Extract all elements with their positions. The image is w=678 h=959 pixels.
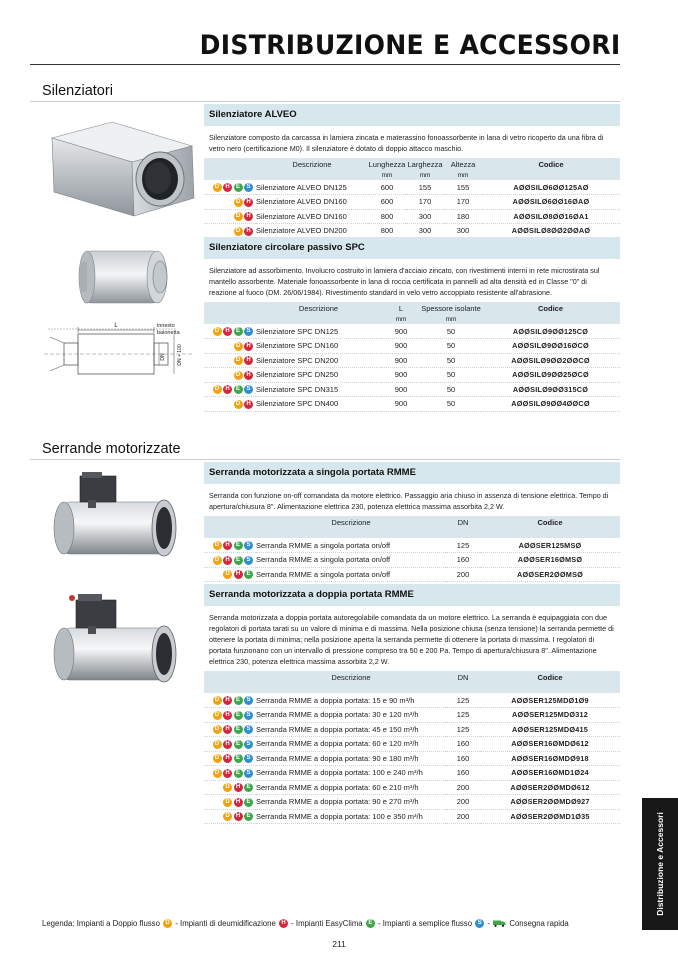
cell-width: 300: [406, 224, 444, 239]
cell-code: AØØSER16ØMDØ612: [480, 737, 620, 752]
table-row: [204, 567, 620, 582]
cell-code: AØØSER16ØMD1Ø24: [480, 766, 620, 781]
col-header-desc: Descrizione: [256, 516, 446, 529]
cell-desc: Silenziatore ALVEO DN160: [256, 209, 368, 224]
legend-item-label: Impianti di deumidificazione: [180, 919, 276, 928]
cell-dn: 200: [446, 809, 480, 824]
cell-length: 900: [381, 353, 421, 368]
system-badges: [204, 693, 256, 708]
page-number: 211: [332, 939, 346, 949]
spc-content: [204, 237, 620, 412]
doppio-flusso-icon: D: [234, 227, 243, 236]
deumidificazione-icon: H: [223, 769, 232, 778]
doppio-flusso-icon: D: [234, 400, 243, 409]
deumidificazione-icon: H: [234, 570, 243, 579]
section-heading-serrande: Serrande motorizzate: [42, 441, 181, 457]
table-row: [204, 780, 620, 795]
doppio-flusso-icon: D: [234, 356, 243, 365]
deumidificazione-icon: H: [244, 400, 253, 409]
cell-length: 900: [381, 324, 421, 339]
cell-length: 800: [368, 209, 406, 224]
semplice-flusso-icon: S: [244, 183, 253, 192]
deumidificazione-icon: H: [223, 183, 232, 192]
product-spc: [42, 237, 620, 413]
cell-desc: Serranda RMME a singola portata on/off: [256, 538, 446, 553]
alveo-content: [204, 104, 620, 239]
cell-length: 900: [381, 397, 421, 412]
easyclima-icon: E: [234, 711, 243, 720]
cell-code: AØØSILØ9ØØ2ØØCØ: [481, 353, 620, 368]
table-row: [204, 693, 620, 708]
doppio-flusso-icon: D: [213, 541, 222, 550]
drawing-label-dn: DN: [160, 353, 166, 361]
section-heading-silenziatori: Silenziatori: [42, 83, 113, 99]
cell-code: AØØSER2ØØMSØ: [480, 567, 620, 582]
table-row: [204, 339, 620, 354]
deumidificazione-icon: H: [234, 783, 243, 792]
cell-length: 900: [381, 368, 421, 383]
semplice-flusso-icon: S: [244, 769, 253, 778]
cell-dn: 125: [446, 722, 480, 737]
table-row: [204, 382, 620, 397]
table-row: [204, 737, 620, 752]
title-divider: [30, 64, 620, 65]
col-header-width: Larghezza: [406, 158, 444, 171]
cell-desc: Serranda RMME a doppia portata: 60 e 210 m³/h: [256, 780, 446, 795]
deumidificazione-icon: H: [223, 541, 232, 550]
doppio-flusso-icon: D: [213, 725, 222, 734]
easyclima-icon: E: [234, 740, 243, 749]
system-badges: [204, 339, 256, 354]
product-rmme-double: [42, 584, 620, 824]
table-row: [204, 353, 620, 368]
cell-code: AØØSILØ8ØØ2ØØAØ: [482, 224, 620, 239]
cell-desc: Silenziatore ALVEO DN125: [256, 180, 368, 195]
cell-code: AØØSER16ØMDØ918: [480, 751, 620, 766]
cell-length: 600: [368, 195, 406, 210]
system-badges: [204, 780, 256, 795]
cell-dn: 160: [446, 553, 480, 568]
deumidificazione-icon: H: [223, 556, 232, 565]
col-header-length: L: [381, 302, 421, 315]
table-row: [204, 180, 620, 195]
cell-length: 600: [368, 180, 406, 195]
cell-desc: Silenziatore SPC DN200: [256, 353, 381, 368]
drawing-label-l: L: [114, 323, 118, 329]
spc-spec-table: [204, 302, 620, 412]
cell-desc: Serranda RMME a singola portata on/off: [256, 567, 446, 582]
cell-desc: Serranda RMME a doppia portata: 30 e 120 m³/h: [256, 708, 446, 723]
drawing-label-dn-plus: DN + 100: [177, 344, 183, 366]
easyclima-icon: E: [234, 385, 243, 394]
cell-desc: Silenziatore SPC DN160: [256, 339, 381, 354]
rmme-single-content: [204, 462, 620, 582]
doppio-flusso-icon: D: [213, 327, 222, 336]
cell-width: 155: [406, 180, 444, 195]
semplice-flusso-icon: S: [244, 725, 253, 734]
cell-dn: 125: [446, 708, 480, 723]
deumidificazione-icon: H: [234, 798, 243, 807]
cell-code: AØØSER125MDØ1Ø9: [480, 693, 620, 708]
product-description: Silenziatore ad assorbimento. Involucro costruito in lamiera d'acciaio zincato, con rivestimenti interni in rete microstirata sul mantello assorbente. Materiale fonoassorbente in lana di roccia certificata in pannelli ad alta densità ed in Classe "0" di reazione al fuoco (DM. 26/06/1984). Rivestimento standard in velo vetro accoppiato resistente all'abrasione.: [209, 266, 600, 297]
legend: Legenda: Impianti a Doppio flusso D - Impianti di deumidificazione H - Impianti EasyClima E - Impianti a semplice flusso S - Consegna rapida: [42, 919, 569, 928]
col-header-desc: Descrizione: [256, 158, 368, 171]
table-row: [204, 224, 620, 239]
table-row: [204, 795, 620, 810]
deumidificazione-icon: H: [279, 919, 288, 928]
rmme-double-spec-table: [204, 671, 620, 824]
system-badges: [204, 538, 256, 553]
section-divider: [30, 459, 620, 460]
col-header-length: Lunghezza: [368, 158, 406, 171]
table-row: [204, 809, 620, 824]
deumidificazione-icon: H: [223, 711, 232, 720]
cell-code: AØØSER2ØØMDØ612: [480, 780, 620, 795]
easyclima-icon: E: [234, 327, 243, 336]
unit-height: mm: [444, 171, 482, 180]
cell-desc: Silenziatore SPC DN250: [256, 368, 381, 383]
cell-height: 170: [444, 195, 482, 210]
doppio-flusso-icon: D: [234, 198, 243, 207]
system-badges: [204, 368, 256, 383]
cell-desc: Serranda RMME a doppia portata: 45 e 150 m³/h: [256, 722, 446, 737]
deumidificazione-icon: H: [244, 198, 253, 207]
cell-code: AØØSILØ6ØØ16ØAØ: [482, 195, 620, 210]
cell-code: AØØSILØ9ØØ4ØØCØ: [481, 397, 620, 412]
easyclima-icon: E: [234, 541, 243, 550]
system-badges: [204, 324, 256, 339]
system-badges: [204, 224, 256, 239]
doppio-flusso-icon: D: [234, 371, 243, 380]
cell-code: AØØSILØ8ØØ16ØA1: [482, 209, 620, 224]
legend-prefix: Legenda:: [42, 919, 75, 928]
doppio-flusso-icon: D: [223, 783, 232, 792]
cell-insulation: 50: [421, 353, 481, 368]
deumidificazione-icon: H: [223, 385, 232, 394]
deumidificazione-icon: H: [223, 696, 232, 705]
legend-item-label: Impianti a Doppio flusso: [76, 919, 160, 928]
semplice-flusso-icon: S: [244, 385, 253, 394]
legend-delivery-label: Consegna rapida: [509, 919, 569, 928]
cell-length: 900: [381, 339, 421, 354]
system-badges: [204, 737, 256, 752]
doppio-flusso-icon: D: [213, 711, 222, 720]
cell-insulation: 50: [421, 324, 481, 339]
easyclima-icon: E: [244, 798, 253, 807]
rmme-double-photo: [42, 584, 200, 699]
table-row: [204, 397, 620, 412]
unit-width: mm: [406, 171, 444, 180]
col-header-desc: Descrizione: [256, 302, 381, 315]
deumidificazione-icon: H: [244, 227, 253, 236]
system-badges: [204, 708, 256, 723]
cell-dn: 160: [446, 766, 480, 781]
doppio-flusso-icon: D: [213, 183, 222, 192]
semplice-flusso-icon: S: [244, 740, 253, 749]
deumidificazione-icon: H: [223, 740, 232, 749]
cell-code: AØØSER125MDØ312: [480, 708, 620, 723]
col-header-dn: DN: [446, 516, 480, 529]
table-row: [204, 324, 620, 339]
doppio-flusso-icon: D: [234, 212, 243, 221]
cell-insulation: 50: [421, 382, 481, 397]
col-header-height: Altezza: [444, 158, 482, 171]
side-chapter-tab: [642, 798, 678, 930]
cell-dn: 200: [446, 795, 480, 810]
easyclima-icon: E: [234, 183, 243, 192]
unit-length: mm: [368, 171, 406, 180]
cell-code: AØØSILØ9ØØ25ØCØ: [481, 368, 620, 383]
table-row: [204, 708, 620, 723]
cell-desc: Serranda RMME a doppia portata: 90 e 270 m³/h: [256, 795, 446, 810]
alveo-spec-table: [204, 158, 620, 239]
product-name: Silenziatore ALVEO: [204, 104, 620, 126]
rmme-double-content: [204, 584, 620, 824]
cell-dn: 200: [446, 780, 480, 795]
cell-desc: Serranda RMME a singola portata on/off: [256, 553, 446, 568]
system-badges: [204, 795, 256, 810]
system-badges: [204, 397, 256, 412]
col-header-dn: DN: [446, 671, 480, 684]
doppio-flusso-icon: D: [213, 740, 222, 749]
semplice-flusso-icon: S: [475, 919, 484, 928]
cell-desc: Serranda RMME a doppia portata: 15 e 90 m³/h: [256, 693, 446, 708]
cell-dn: 125: [446, 538, 480, 553]
product-name: Silenziatore circolare passivo SPC: [204, 237, 620, 259]
easyclima-icon: E: [234, 769, 243, 778]
col-header-desc: Descrizione: [256, 671, 446, 684]
deumidificazione-icon: H: [223, 327, 232, 336]
system-badges: [204, 353, 256, 368]
product-description: Serranda con funzione on-off comandata da motore elettrico. Passaggio aria chiuso in assenza di tensione elettrica. Tempo di apertura/chiusura 8". Alimentazione elettrica 230, potenza elettrica massima assorbita 2,2 W.: [209, 491, 609, 511]
easyclima-icon: E: [234, 556, 243, 565]
system-badges: [204, 553, 256, 568]
cell-dn: 160: [446, 751, 480, 766]
doppio-flusso-icon: D: [223, 812, 232, 821]
deumidificazione-icon: H: [244, 342, 253, 351]
easyclima-icon: E: [234, 754, 243, 763]
cell-width: 170: [406, 195, 444, 210]
easyclima-icon: E: [234, 725, 243, 734]
legend-item-label: Impianti EasyClima: [295, 919, 363, 928]
rmme-single-photo: [42, 462, 200, 577]
col-header-code: Codice: [480, 671, 620, 684]
doppio-flusso-icon: D: [223, 798, 232, 807]
system-badges: [204, 751, 256, 766]
table-row: [204, 368, 620, 383]
doppio-flusso-icon: D: [223, 570, 232, 579]
cell-code: AØØSER16ØMSØ: [480, 553, 620, 568]
table-row: [204, 195, 620, 210]
cell-desc: Serranda RMME a doppia portata: 100 e 240 m³/h: [256, 766, 446, 781]
product-description: Serranda motorizzata a doppia portata autoregolabile comandata da un motore elettrico. La serranda è equipaggiata con due regolatori di portata tarati su un valore di minima e di massima. Nella posizione chiusa (senza tensione) la serranda permette di ottenere la portata di minima; nella posizione aperta la serranda permette di ottenere la portata di massima. I regolatori di portata funzionano con un intervallo di pressione compreso tra 50 e 200 Pa. Tempo di apertura/chiusura 8". Alimentazione elettrica 230, potenza elettrica massima assorbita 2,2 W.: [209, 613, 614, 666]
cell-dn: 200: [446, 567, 480, 582]
cell-height: 180: [444, 209, 482, 224]
cell-height: 155: [444, 180, 482, 195]
product-name: Serranda motorizzata a doppia portata RMME: [204, 584, 620, 606]
col-header-code: Codice: [480, 516, 620, 529]
cell-desc: Silenziatore SPC DN400: [256, 397, 381, 412]
system-badges: [204, 722, 256, 737]
cell-code: AØØSER2ØØMD1Ø35: [480, 809, 620, 824]
system-badges: [204, 766, 256, 781]
cell-dn: 160: [446, 737, 480, 752]
semplice-flusso-icon: S: [244, 327, 253, 336]
semplice-flusso-icon: S: [244, 541, 253, 550]
drawing-label-joint: innesto baionetta: [157, 323, 180, 336]
table-row: [204, 751, 620, 766]
system-badges: [204, 567, 256, 582]
system-badges: [204, 809, 256, 824]
cell-code: AØØSILØ9ØØ315CØ: [481, 382, 620, 397]
section-divider: [30, 101, 620, 102]
cell-code: AØØSILØ9ØØ16ØCØ: [481, 339, 620, 354]
cell-code: AØØSILØ9ØØ125CØ: [481, 324, 620, 339]
cell-desc: Silenziatore SPC DN315: [256, 382, 381, 397]
cell-code: AØØSER125MDØ415: [480, 722, 620, 737]
cell-desc: Serranda RMME a doppia portata: 100 e 350 m³/h: [256, 809, 446, 824]
easyclima-icon: E: [366, 919, 375, 928]
cell-code: AØØSER2ØØMDØ927: [480, 795, 620, 810]
cell-dn: 125: [446, 693, 480, 708]
col-header-code: Codice: [481, 302, 620, 315]
cell-length: 900: [381, 382, 421, 397]
table-row: [204, 766, 620, 781]
easyclima-icon: E: [244, 783, 253, 792]
cell-insulation: 50: [421, 339, 481, 354]
cell-height: 300: [444, 224, 482, 239]
system-badges: [204, 382, 256, 397]
cell-insulation: 50: [421, 368, 481, 383]
doppio-flusso-icon: D: [213, 754, 222, 763]
page-title: DISTRIBUZIONE E ACCESSORI: [199, 30, 620, 61]
product-rmme-single: [42, 462, 620, 582]
deumidificazione-icon: H: [244, 371, 253, 380]
rmme-single-spec-table: [204, 516, 620, 582]
cell-insulation: 50: [421, 397, 481, 412]
deumidificazione-icon: H: [244, 212, 253, 221]
alveo-photo: [42, 104, 200, 229]
table-row: [204, 553, 620, 568]
cell-width: 300: [406, 209, 444, 224]
semplice-flusso-icon: S: [244, 754, 253, 763]
table-row: [204, 722, 620, 737]
side-tab-label: Distribuzione e Accessori: [655, 812, 665, 916]
product-description: Silenziatore composto da carcassa in lamiera zincata e materassino fonoassorbente in lana di vetro ricoperto da una fibra di vetro nero (certificazione M0). Il silenziatore è dotato di doppio attacco maschio.: [209, 133, 604, 153]
unit-length: mm: [381, 315, 421, 324]
cell-desc: Silenziatore ALVEO DN200: [256, 224, 368, 239]
semplice-flusso-icon: S: [244, 696, 253, 705]
deumidificazione-icon: H: [223, 754, 232, 763]
deumidificazione-icon: H: [234, 812, 243, 821]
cell-code: AØØSILØ6ØØ125AØ: [482, 180, 620, 195]
doppio-flusso-icon: D: [213, 696, 222, 705]
doppio-flusso-icon: D: [213, 769, 222, 778]
easyclima-icon: E: [244, 570, 253, 579]
legend-item-label: Impianti a semplice flusso: [382, 919, 473, 928]
table-row: [204, 538, 620, 553]
system-badges: [204, 180, 256, 195]
unit-insulation: mm: [421, 315, 481, 324]
cell-desc: Silenziatore SPC DN125: [256, 324, 381, 339]
easyclima-icon: E: [234, 696, 243, 705]
table-row: [204, 209, 620, 224]
doppio-flusso-icon: D: [213, 385, 222, 394]
product-alveo: [42, 104, 620, 236]
deumidificazione-icon: H: [223, 725, 232, 734]
cell-code: AØØSER125MSØ: [480, 538, 620, 553]
semplice-flusso-icon: S: [244, 556, 253, 565]
cell-desc: Silenziatore ALVEO DN160: [256, 195, 368, 210]
cell-desc: Serranda RMME a doppia portata: 60 e 120 m³/h: [256, 737, 446, 752]
spc-photo: [42, 237, 200, 388]
easyclima-icon: E: [244, 812, 253, 821]
product-name: Serranda motorizzata a singola portata RMME: [204, 462, 620, 484]
cell-length: 800: [368, 224, 406, 239]
deumidificazione-icon: H: [244, 356, 253, 365]
consegna-rapida-icon: [493, 920, 506, 927]
cell-desc: Serranda RMME a doppia portata: 90 e 180 m³/h: [256, 751, 446, 766]
doppio-flusso-icon: D: [213, 556, 222, 565]
col-header-insulation: Spessore isolante: [421, 302, 481, 315]
system-badges: [204, 195, 256, 210]
doppio-flusso-icon: D: [234, 342, 243, 351]
system-badges: [204, 209, 256, 224]
doppio-flusso-icon: D: [163, 919, 172, 928]
semplice-flusso-icon: S: [244, 711, 253, 720]
col-header-code: Codice: [482, 158, 620, 171]
